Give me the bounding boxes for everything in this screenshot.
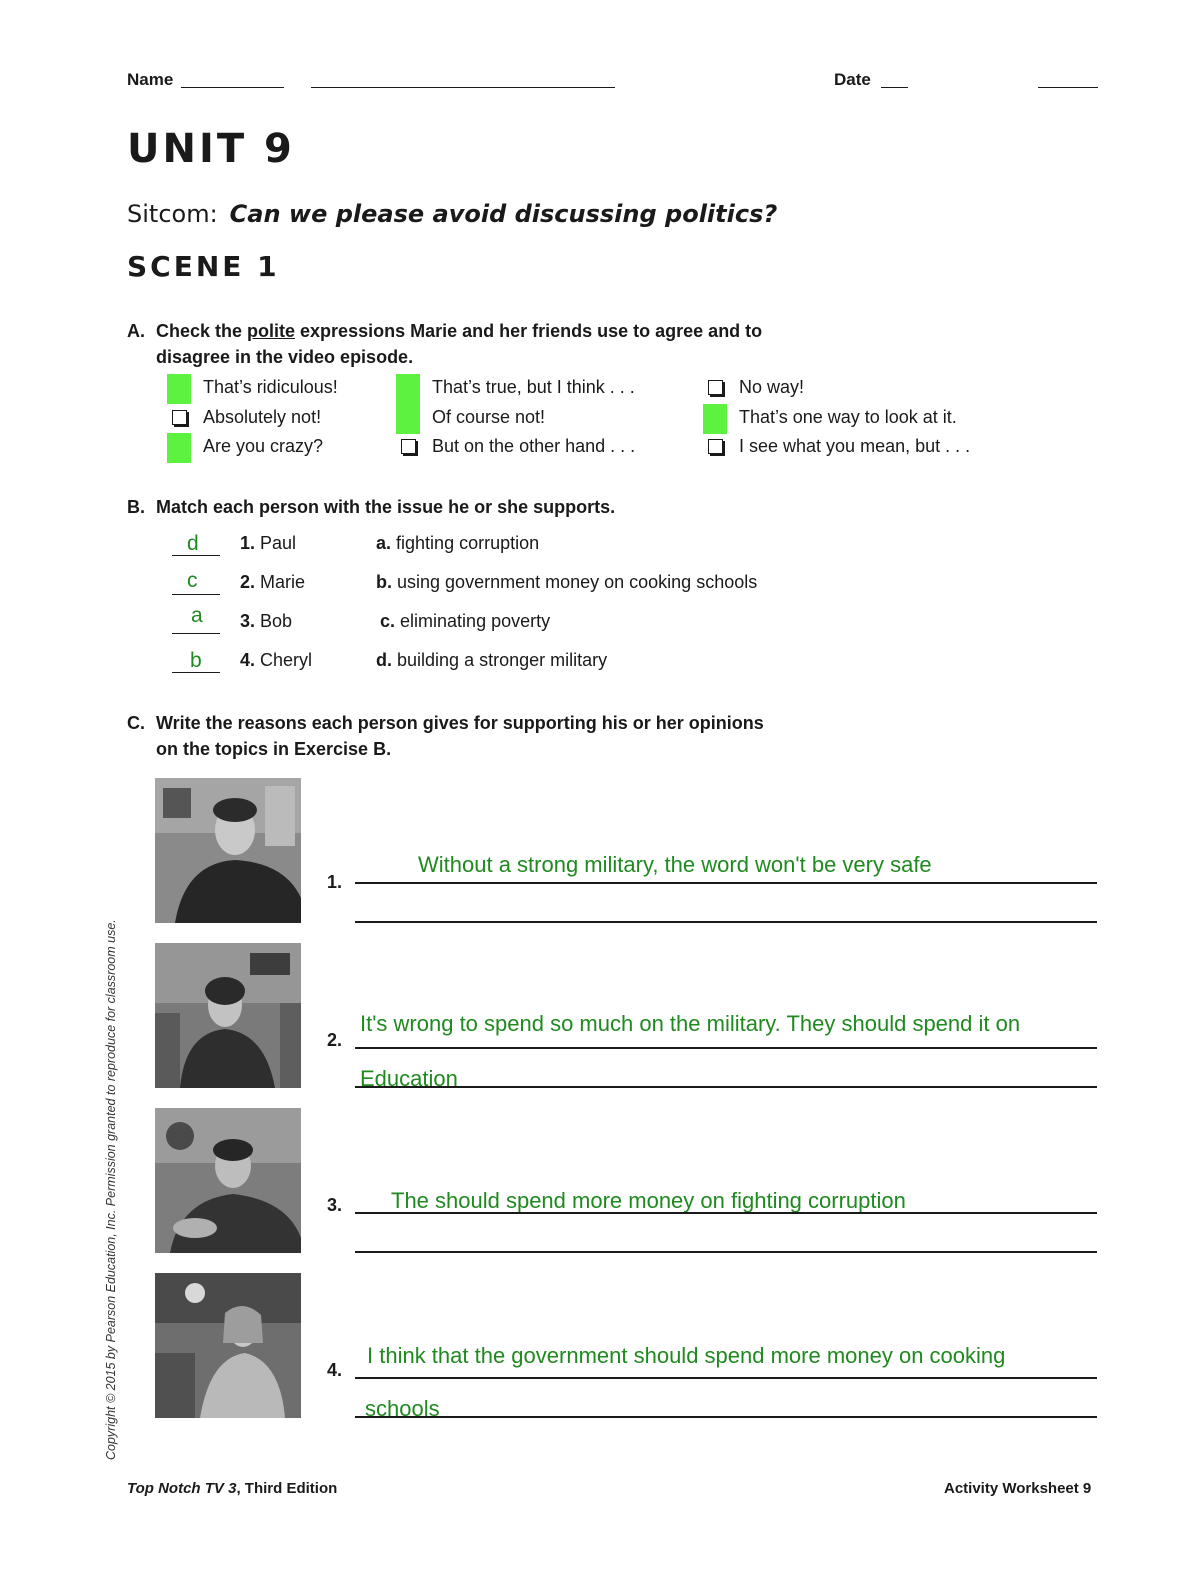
checkbox-icon[interactable] <box>401 410 416 425</box>
handwritten-answer: Education <box>360 1066 458 1091</box>
answer-line[interactable] <box>355 1086 1097 1088</box>
checkbox-option[interactable] <box>172 405 321 429</box>
option-label: Absolutely not! <box>203 406 322 427</box>
handwritten-answer: b <box>190 649 202 672</box>
video-still-image <box>155 943 301 1088</box>
item-number: 2. <box>240 572 256 592</box>
person-name: Marie <box>260 572 306 592</box>
option-label: That’s one way to look at it. <box>739 406 957 427</box>
answer-line[interactable] <box>355 1416 1097 1418</box>
checkbox-icon[interactable] <box>401 439 416 454</box>
footer-book-title <box>127 1480 337 1497</box>
checkbox-option[interactable] <box>401 375 635 399</box>
option-label: That’s ridiculous! <box>203 376 338 397</box>
checkbox-icon[interactable] <box>708 439 723 454</box>
footer-edition: , Third Edition <box>236 1480 338 1497</box>
option-label: I see what you mean, but . . . <box>739 435 971 456</box>
option-label: But on the other hand . . . <box>432 435 636 456</box>
checkbox-option[interactable] <box>708 375 804 399</box>
sitcom-heading <box>127 200 777 228</box>
checkbox-icon[interactable] <box>401 380 416 395</box>
video-still-paul <box>155 778 301 923</box>
sitcom-title: Can we please avoid discussing politics? <box>229 200 778 228</box>
issue-text: fighting corruption <box>396 533 540 553</box>
exercise-a-letter: A. <box>127 321 145 341</box>
video-still-image <box>155 1108 301 1253</box>
video-still-cheryl <box>155 1273 301 1418</box>
item-number: 4. <box>240 650 256 670</box>
person-name: Paul <box>260 533 297 553</box>
exercise-b-letter: B. <box>127 497 145 517</box>
instruction-text: disagree in the video episode. <box>156 347 414 367</box>
instruction-text: on the topics in Exercise B. <box>156 739 392 759</box>
checkbox-icon[interactable] <box>172 410 187 425</box>
item-number: 3. <box>240 611 256 631</box>
scene-title: SCENE 1 <box>127 250 280 283</box>
answer-line[interactable] <box>355 921 1097 923</box>
exercise-c-letter: C. <box>127 713 145 733</box>
handwritten-answer: It's wrong to spend so much on the military. They should spend it on <box>360 1011 1021 1036</box>
checkbox-option[interactable] <box>708 405 957 429</box>
checkbox-option[interactable] <box>172 375 338 399</box>
answer-line[interactable] <box>355 882 1097 884</box>
answer-line[interactable] <box>355 1377 1097 1379</box>
option-letter: a. <box>376 533 392 553</box>
handwritten-answer: c <box>187 569 198 592</box>
checkbox-icon[interactable] <box>708 380 723 395</box>
option-label: Of course not! <box>432 406 546 427</box>
exercise-b-instruction: Match each person with the issue he or she supports. <box>156 497 616 517</box>
checkbox-icon[interactable] <box>172 439 187 454</box>
checkbox-option[interactable] <box>172 434 323 458</box>
handwritten-answer: The should spend more money on fighting corruption <box>391 1188 906 1213</box>
video-still-image <box>155 1273 301 1418</box>
date-field[interactable] <box>881 87 908 88</box>
instruction-text: Check the <box>156 321 248 341</box>
instruction-text: expressions Marie and her friends use to agree and to <box>295 321 763 341</box>
answer-line[interactable] <box>355 1047 1097 1049</box>
sitcom-label: Sitcom: <box>127 200 218 228</box>
option-letter: b. <box>376 572 392 592</box>
person-name: Bob <box>260 611 293 631</box>
option-label: No way! <box>739 376 805 397</box>
handwritten-answer: schools <box>365 1396 440 1421</box>
option-letter: d. <box>376 650 392 670</box>
checkbox-icon[interactable] <box>172 380 187 395</box>
name-field[interactable] <box>181 87 284 88</box>
issue-text: building a stronger military <box>397 650 608 670</box>
footer-worksheet-label: Activity Worksheet 9 <box>944 1480 1092 1497</box>
name-field-extension[interactable] <box>311 87 615 88</box>
instruction-text: Write the reasons each person gives for supporting his or her opinions <box>156 713 764 733</box>
item-number: 1. <box>327 872 343 892</box>
item-number: 3. <box>327 1195 343 1215</box>
handwritten-answer: I think that the government should spend more money on cooking <box>367 1343 1006 1368</box>
handwritten-answer: Without a strong military, the word won't be very safe <box>418 852 932 877</box>
item-number: 4. <box>327 1360 343 1380</box>
video-still-marie <box>155 943 301 1088</box>
checkbox-option[interactable] <box>401 405 545 429</box>
option-label: Are you crazy? <box>203 435 324 456</box>
issue-text: using government money on cooking schools <box>397 572 758 592</box>
copyright-notice: Copyright © 2015 by Pearson Education, Inc. Permission granted to reproduce for classroom use. <box>104 919 118 1460</box>
exercise-c-instruction <box>156 710 876 762</box>
option-letter: c. <box>380 611 396 631</box>
instruction-underlined-word: polite <box>247 321 296 341</box>
date-field-extension[interactable] <box>1038 87 1098 88</box>
video-still-image <box>155 778 301 923</box>
handwritten-answer: d <box>187 532 199 555</box>
unit-title: UNIT 9 <box>127 126 295 172</box>
date-label: Date <box>834 70 871 89</box>
checkbox-option[interactable] <box>708 434 970 458</box>
handwritten-answer: a <box>191 604 203 627</box>
item-number: 1. <box>240 533 256 553</box>
exercise-a-instruction <box>156 318 876 370</box>
issue-text: eliminating poverty <box>400 611 551 631</box>
option-label: That’s true, but I think . . . <box>432 376 635 397</box>
name-label: Name <box>127 70 174 89</box>
person-name: Cheryl <box>260 650 313 670</box>
answer-line[interactable] <box>355 1251 1097 1253</box>
video-still-bob <box>155 1108 301 1253</box>
checkbox-option[interactable] <box>401 434 635 458</box>
answer-line[interactable] <box>355 1212 1097 1214</box>
item-number: 2. <box>327 1030 343 1050</box>
checkbox-icon[interactable] <box>708 410 723 425</box>
footer-title: Top Notch TV 3 <box>127 1480 237 1497</box>
